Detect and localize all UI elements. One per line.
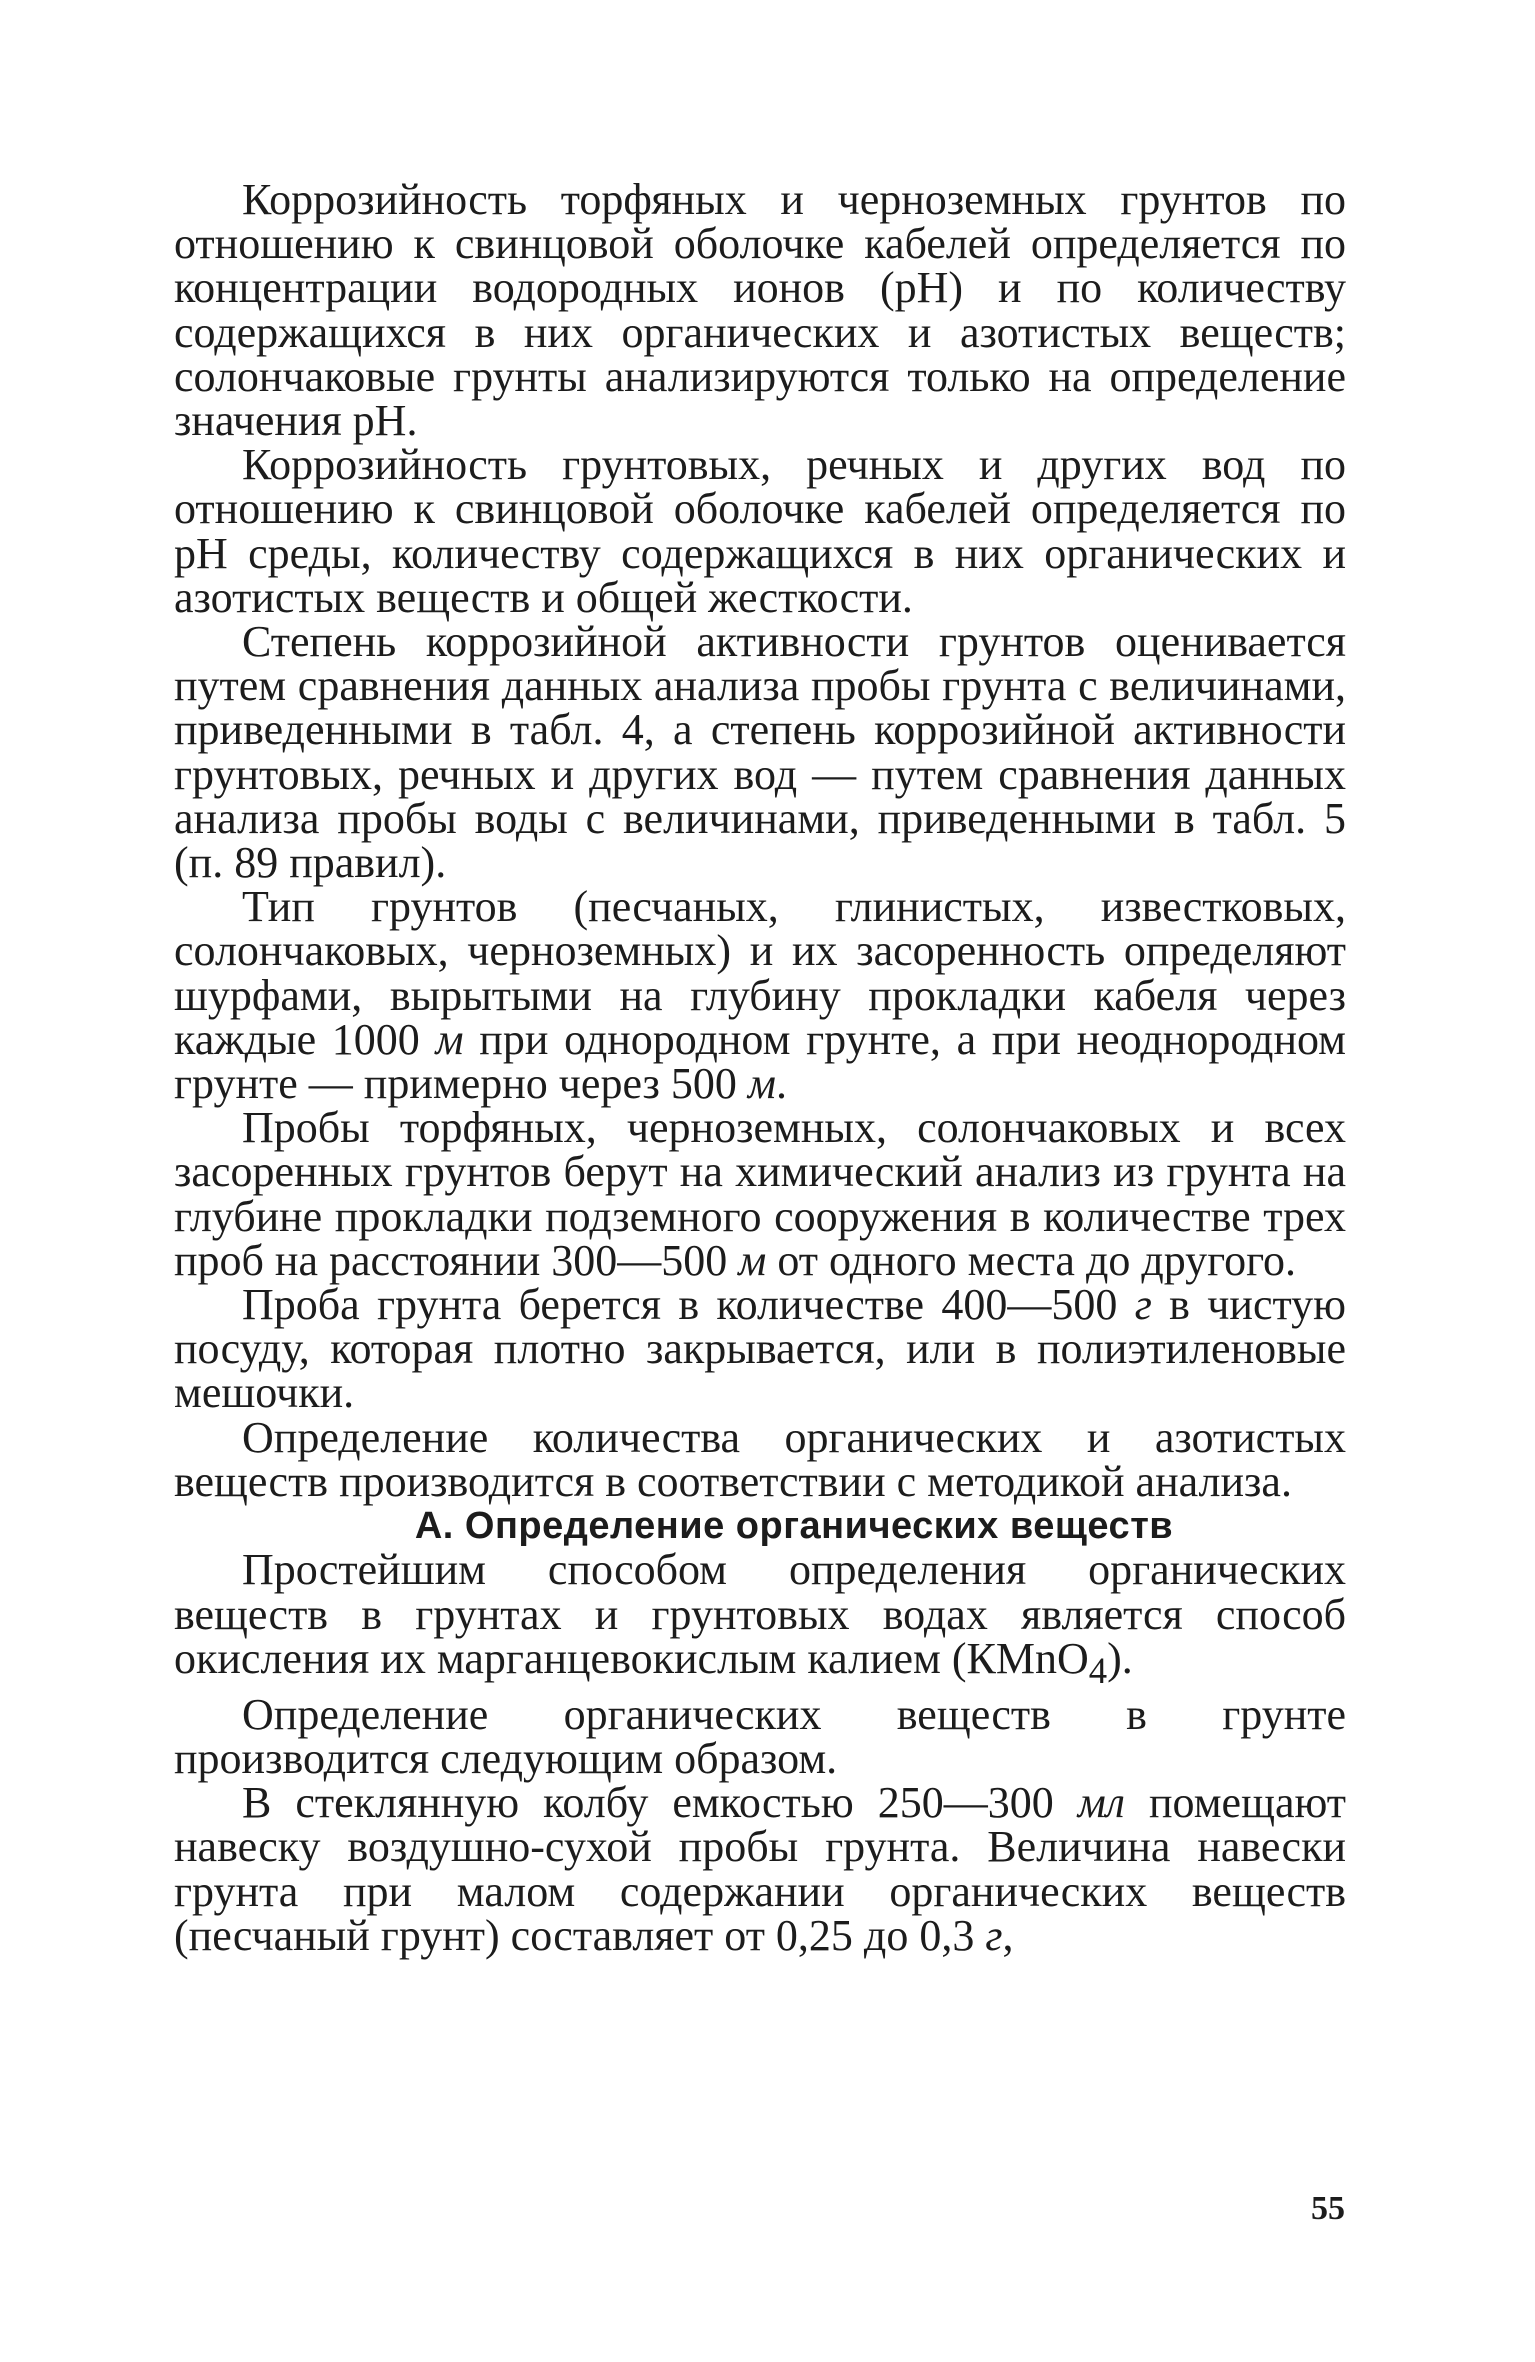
paragraph-3: Степень коррозийной активности грунтов оценивается путем сравнения данных анализа пробы грунта с величинами, приведенными в табл. 4, а степень коррозийной активности грунтовых, речных и других вод — путем сравнения данных анализа пробы воды с величинами, приведенными в табл. 5 (п. 89 правил).: [174, 617, 1346, 888]
unit-milliliter: мл: [1077, 1778, 1125, 1828]
text-run: Проба грунта берется в количестве 400—500: [242, 1280, 1135, 1330]
unit-meter: м: [738, 1235, 767, 1285]
paragraph-1: Коррозийность торфяных и черноземных грунтов по отношению к свинцовой оболочке кабелей определяется по концентрации водородных ионов (pH) и по количеству содержащихся в них органических и азотистых веществ; солончаковые грунты анализируются только на определение значения pH.: [174, 175, 1346, 446]
text-run: ).: [1107, 1633, 1133, 1683]
paragraph-9: Определение органических веществ в грунте производится следующим образом.: [174, 1689, 1346, 1783]
section-heading: А. Определение органических веществ: [414, 1505, 1174, 1548]
text-run: помещают навеску воздушно-сухой пробы грунта. Величина навески грунта при малом содержании органических веществ (песчаный грунт) составляет от 0,25 до 0,3: [174, 1778, 1346, 1960]
text-run: от одного места до другого.: [766, 1235, 1297, 1285]
text-run: при однородном грунте, а при неоднородном грунте — примерно через 500: [174, 1014, 1346, 1109]
paragraph-7: Определение количества органических и азотистых веществ производится в соответствии с методикой анализа.: [174, 1412, 1346, 1506]
unit-meter: м: [747, 1059, 776, 1109]
unit-gram: г: [985, 1910, 1003, 1960]
text-run: Простейшим способом определения органических веществ в грунтах и грунтовых водах является способ окисления их марганцевокислым калием (КМnО: [174, 1545, 1346, 1683]
paragraph-10: [174, 1778, 1346, 1960]
text-run: .: [775, 1059, 787, 1109]
text-run: ,: [1002, 1910, 1014, 1960]
subscript: 4: [1088, 1649, 1108, 1691]
text-run: Пробы торфяных, черноземных, солончаковых и всех засоренных грунтов берут на химический анализ из грунта на глубине прокладки подземного сооружения в количестве трех проб на расстоянии 300—500: [174, 1103, 1346, 1285]
text-run: в чистую посуду, которая плотно закрывается, или в полиэтиленовые мешочки.: [174, 1280, 1346, 1418]
text-run: Тип грунтов (песчаных, глинистых, известковых, солончаковых, черноземных) и их засоренность определяют шурфами, вырытыми на глубину прокладки кабеля через каждые 1000: [174, 882, 1346, 1064]
unit-meter: м: [435, 1014, 464, 1064]
paragraph-5: [174, 1103, 1346, 1285]
paragraph-2: Коррозийность грунтовых, речных и других вод по отношению к свинцовой оболочке кабелей определяется по pH среды, количеству содержащихся в них органических и азотистых веществ и общей жесткости.: [174, 440, 1346, 622]
text-body: [174, 175, 1346, 1960]
text-run: В стеклянную колбу емкостью 250—300: [242, 1778, 1078, 1828]
unit-gram: г: [1134, 1280, 1152, 1330]
paragraph-4: [174, 882, 1346, 1109]
page-number: 55: [1311, 2190, 1345, 2227]
paragraph-6: [174, 1280, 1346, 1418]
paragraph-8: [174, 1545, 1346, 1692]
